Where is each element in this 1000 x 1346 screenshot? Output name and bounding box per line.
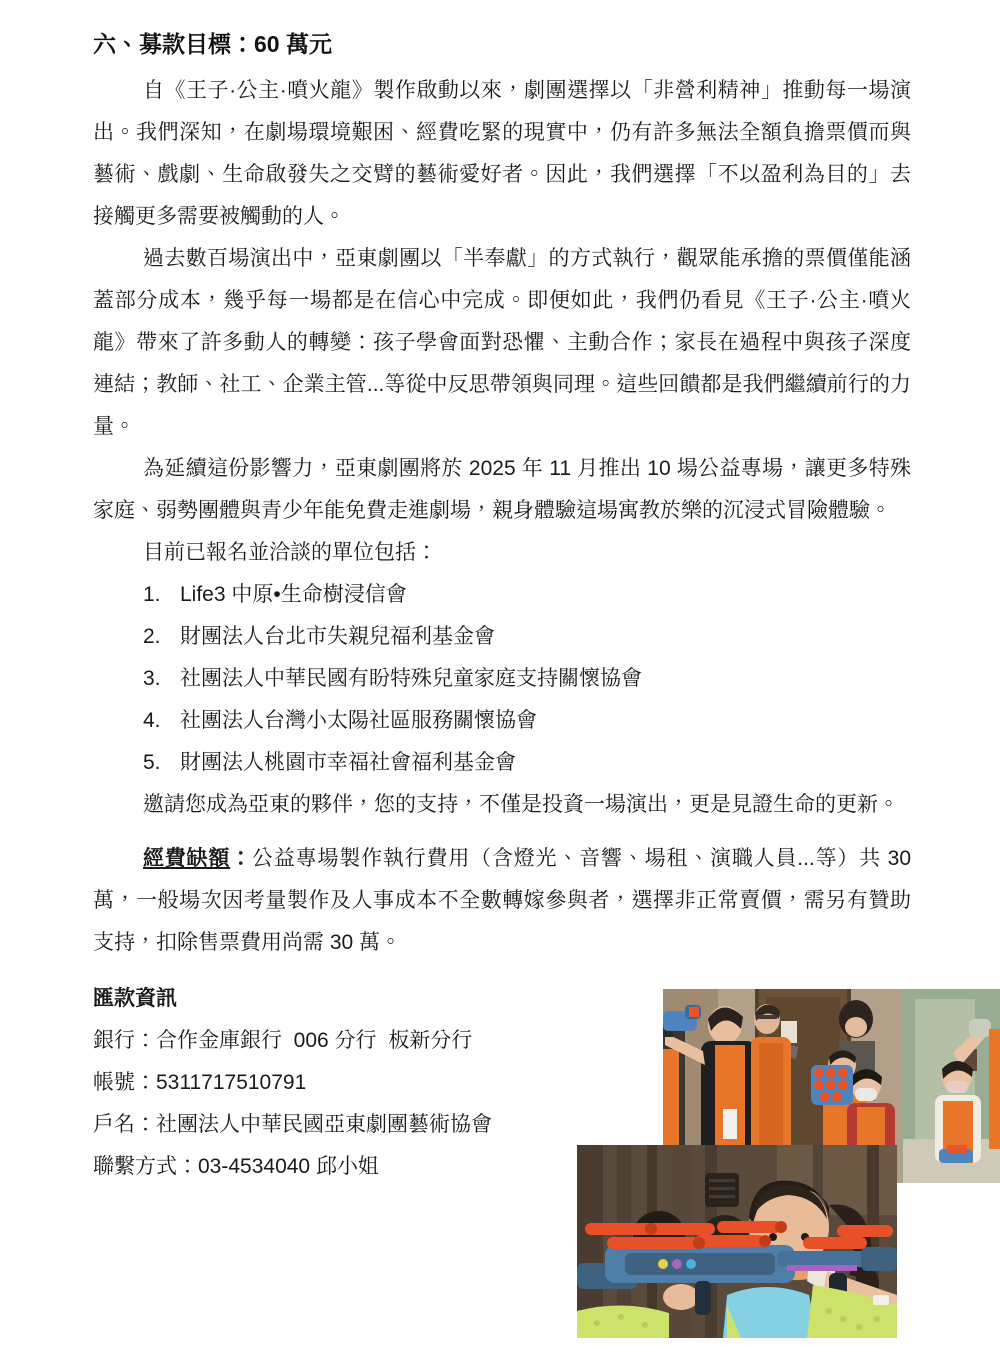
remittance-account: 帳號：5311717510791 (93, 1071, 307, 1094)
list-item-number: 2. (143, 625, 161, 648)
list-item (93, 658, 911, 700)
list-item-number: 4. (143, 709, 161, 732)
list-item-label: 社團法人中華民國有盼特殊兒童家庭支持關懷協會 (180, 667, 642, 690)
paragraph-nonprofit-spirit: 自《王子·公主·噴火龍》製作啟動以來，劇團選擇以「非營利精神」推動每一場演出。我們深知，在劇場環境艱困、經費吃緊的現實中，仍有許多無法全額負擔票價而與藝術、戲劇、生命啟發失之交臂的藝術愛好者。因此，我們選擇「不以盈利為目的」去接觸更多需要被觸動的人。 (93, 79, 911, 228)
list-item-number: 5. (143, 751, 161, 774)
paragraph-half-dedication: 過去數百場演出中，亞東劇團以「半奉獻」的方式執行，觀眾能承擔的票價僅能涵蓋部分成本，幾乎每一場都是在信心中完成。即便如此，我們仍看見《王子·公主·噴火龍》帶來了許多動人的轉變：孩子學會面對恐懼、主動合作；家長在過程中與孩子深度連結；教師、社工、企業主管...等從中反思帶領與同理。這些回饋都是我們繼續前行的力量。 (93, 247, 911, 438)
remittance-heading: 匯款資訊 (93, 987, 177, 1010)
registered-units-list (93, 574, 911, 784)
funding-gap-label: 經費缺額： (143, 847, 253, 870)
list-item (93, 700, 911, 742)
list-item-label: 財團法人台北市失親兒福利基金會 (180, 625, 495, 648)
list-item-number: 1. (143, 583, 161, 606)
list-item (93, 574, 911, 616)
funding-gap-text: 公益專場製作執行費用（含燈光、音響、場租、演職人員...等）共 30 萬，一般場次因考量製作及人事成本不全數轉嫁參與者，選擇非正常賣價，需另有贊助支持，扣除售票費用尚需 30 萬。 (93, 847, 911, 954)
paragraph-invitation: 邀請您成為亞東的夥伴，您的支持，不僅是投資一場演出，更是見證生命的更新。 (143, 793, 899, 816)
list-item (93, 742, 911, 784)
photo-kids-nerf-blasters-illustration (577, 1145, 897, 1338)
paragraph-2025-charity-shows: 為延續這份影響力，亞東劇團將於 2025 年 11 月推出 10 場公益專場，讓更多特殊家庭、弱勢團體與青少年能免費走進劇場，親身體驗這場寓教於樂的沉浸式冒險體驗。 (93, 457, 911, 522)
list-item-label: 財團法人桃園市幸福社會福利基金會 (180, 751, 516, 774)
remittance-holder: 戶名：社團法人中華民國亞東劇團藝術協會 (93, 1113, 492, 1136)
list-item (93, 616, 911, 658)
list-item-number: 3. (143, 667, 161, 690)
list-intro: 目前已報名並洽談的單位包括： (143, 541, 437, 564)
section-title: 六、募款目標：60 萬元 (93, 31, 332, 57)
paragraph-funding-gap (93, 838, 911, 964)
list-item-label: Life3 中原•生命樹浸信會 (180, 583, 407, 606)
remittance-bank: 銀行：合作金庫銀行 006 分行 板新分行 (93, 1029, 473, 1052)
list-item-label: 社團法人台灣小太陽社區服務關懷協會 (180, 709, 537, 732)
photo-kids-nerf-blasters (577, 1145, 897, 1338)
remittance-contact: 聯繫方式：03-4534040 邱小姐 (93, 1155, 379, 1178)
